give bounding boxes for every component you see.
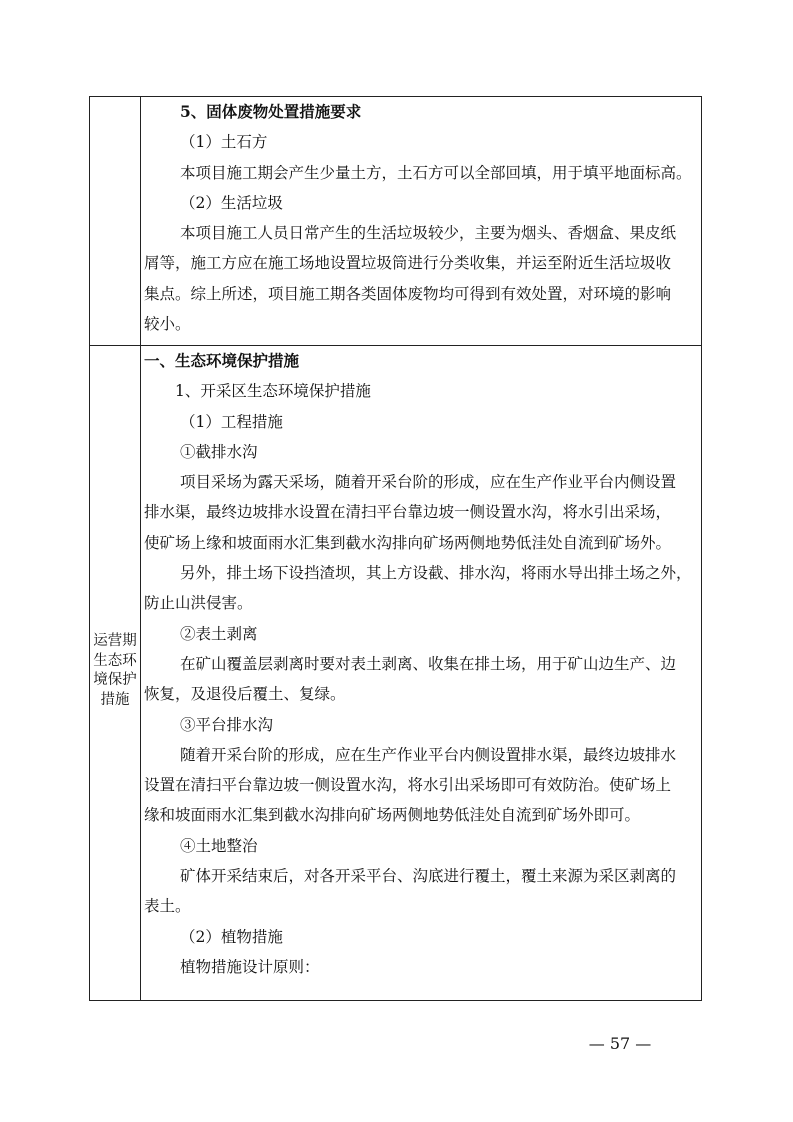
section-heading: 5、固体废物处置措施要求 xyxy=(180,102,362,121)
paragraph-line: 矿体开采结束后，对各开采平台、沟底进行覆土，覆土来源为采区剥离的 xyxy=(180,867,677,886)
item-heading: ④土地整治 xyxy=(180,836,258,855)
paragraph-line: 在矿山覆盖层剥离时要对表土剥离、收集在排土场，用于矿山边生产、边 xyxy=(180,654,677,673)
paragraph-line: 较小。 xyxy=(144,315,191,334)
paragraph-line: 设置在清扫平台靠边坡一侧设置水沟，将水引出采场即可有效防治。使矿场上 xyxy=(144,776,672,795)
page-number: — 57 — xyxy=(588,1034,652,1053)
item-heading: ③平台排水沟 xyxy=(180,715,274,734)
item-heading: ②表土剥离 xyxy=(180,624,258,643)
operation-ecology-cell xyxy=(144,346,699,982)
subheading-mining-area: 1、开采区生态环境保护措施 xyxy=(175,382,371,401)
paragraph-line: 植物措施设计原则： xyxy=(180,957,320,976)
item-heading: ①截排水沟 xyxy=(180,442,258,461)
paragraph-line: 表土。 xyxy=(144,897,191,916)
paragraph-line: 排水渠，最终边坡排水设置在清扫平台靠边坡一侧设置水沟，将水引出采场， xyxy=(144,503,672,522)
paragraph-line: 屑等，施工方应在施工场地设置垃圾筒进行分类收集，并运至附近生活垃圾收 xyxy=(144,254,672,273)
subheading-engineering: （1）工程措施 xyxy=(180,412,283,431)
subheading-domestic-waste: （2）生活垃圾 xyxy=(180,193,283,212)
paragraph-line: 随着开采台阶的形成，应在生产作业平台内侧设置排水渠，最终边坡排水 xyxy=(180,745,677,764)
paragraph-line: 本项目施工期会产生少量土方，土石方可以全部回填，用于填平地面标高。 xyxy=(180,163,692,182)
section-heading: 一、生态环境保护措施 xyxy=(144,351,300,370)
column-divider xyxy=(140,96,141,1001)
subheading-planting: （2）植物措施 xyxy=(180,927,283,946)
construction-waste-cell xyxy=(144,97,699,339)
subheading-earthwork: （1）土石方 xyxy=(180,133,268,152)
paragraph-line: 项目采场为露天采场，随着开采台阶的形成，应在生产作业平台内侧设置 xyxy=(180,473,677,492)
row-label: 运营期 生态环 境保护 措施 xyxy=(93,633,137,708)
paragraph-line: 恢复，及退役后覆土、复绿。 xyxy=(144,685,346,704)
paragraph-line: 集点。综上所述，项目施工期各类固体废物均可得到有效处置，对环境的影响 xyxy=(144,284,672,303)
paragraph-line: 本项目施工人员日常产生的生活垃圾较少，主要为烟头、香烟盒、果皮纸 xyxy=(180,224,677,243)
paragraph-line: 另外，排土场下设挡渣坝，其上方设截、排水沟，将雨水导出排土场之外， xyxy=(180,564,692,583)
paragraph-line: 缘和坡面雨水汇集到截水沟排向矿场两侧地势低洼处自流到矿场外即可。 xyxy=(144,806,641,825)
paragraph-line: 防止山洪侵害。 xyxy=(144,594,253,613)
paragraph-line: 使矿场上缘和坡面雨水汇集到截水沟排向矿场两侧地势低洼处自流到矿场外。 xyxy=(144,533,672,552)
